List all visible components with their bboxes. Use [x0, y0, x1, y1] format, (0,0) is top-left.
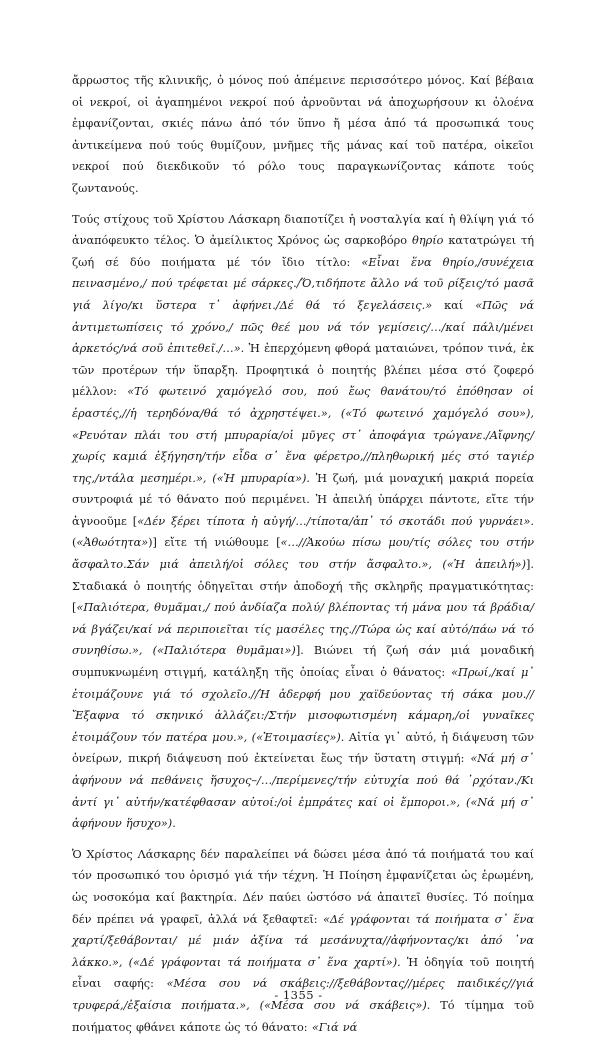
paragraph: [72, 70, 534, 200]
quoted-verse: «Δέ γράφονται τά ποιήματα σ᾿ ἕνα χαρτί/ξεθάβονται/ μέ μιάν ἀξίνα τά μεσάνυχτα//ἀφήνοντας/κι ἀπό ᾿να λάκκο.», («Δέ γράφονται τά ποιήματα σ᾿ ἕνα χαρτί»).: [72, 912, 534, 969]
quoted-verse: «Γιά νά: [311, 1020, 358, 1034]
paragraph-text: καί: [432, 298, 476, 312]
quoted-verse: «…//Ἀκούω πίσω μου/τίς σόλες του στήν ἄσφαλτο.Σάν μιά ἀπειλή/οἱ σόλες του στήν ἄσφαλτο.», («Ἡ ἀπειλή»): [72, 536, 535, 572]
paragraph-text: Ἡ ζωή, μιά μοναχική μακριά πορεία συντροφιά μέ τό θάνατο πού περιμένει. Ἡ ἀπειλή ὑπάρχει πάντοτε, εἴτε τήν ἀγνοοῦμε [: [72, 471, 535, 528]
paragraph-text: (: [72, 536, 77, 550]
paragraph-text: Ἡ ἐπερχόμενη φθορά ματαιώνει, τρόπον τινά, ἐκ τῶν προτέρων τήν ὕπαρξη. Προφητικά ὁ ποιητής βλέπει μέσα στό ζοφερό μέλλον:: [72, 342, 534, 399]
quoted-verse: «Δέν ξέρει τίποτα ἡ αὐγή/…/τίποτα/ἀπ᾿ τό σκοτάδι πού γυρνάει».: [137, 514, 535, 528]
quoted-verse: «Πῶς νά ἀντιμετωπίσεις τό χρόνο,/ πῶς θεέ μου νά τόν γεμίσεις/…/καί πάλι/μένει ἀρκετός/νά σοῦ ἐπιτεθεῖ./…».: [72, 298, 534, 356]
quoted-verse: «Μέσα σου νά σκάβεις://ξεθάβοντας//μέρες παιδικές//γιά τρυφερά,/ἐξαίσια ποιήματα.», («Μέσα σου νά σκάβεις»).: [72, 977, 534, 1012]
paragraph-text: )] εἴτε τή νιώθουμε [: [148, 536, 281, 550]
paragraph-text: ἄρρωστος τῆς κλινικῆς, ὁ μόνος πού ἀπέμεινε περισσότερο μόνος. Καί βέβαια οἱ νεκροί, οἱ ἀγαπημένοι νεκροί πού ἀρνοῦνται νά ἀποχωρήσουν κι ὁλοένα ἐμφανίζονται, σκιές πάνω ἀπό τόν ὕπνο ἤ μέσα ἀπό τά προσωπικά τους ἀντικείμενα πού τούς θυμίζουν, μνῆμες τῆς μάνας καί τοῦ πατέρα, οἰκεῖοι νεκροί πού διεκδικοῦν τό ρόλο τους παραγκωνίζοντας κάποτε τούς ζωντανούς.: [72, 74, 534, 195]
quoted-verse: «Νά μή σ᾿ ἀφήνουν νά πεθάνεις ἥσυχος–/…/περίμενες/τήν εὐτυχία πού θά ᾿ρχόταν./Κι ἀντί γι᾿ αὐτήν/κατέφθασαν αὐτοί:/οἱ ἐμπράτες καί οἱ ἔμποροι.», («Νά μή σ᾿ ἀφήνουν ἥσυχο»).: [72, 752, 534, 831]
paragraph-text: Τό τίμημα τοῦ ποιήματος φθάνει κάποτε ὡς τό θάνατο:: [72, 998, 534, 1034]
quoted-verse: «Παλιότερα, θυμᾶμαι,/ πού ἀνδίαζα πολύ/ βλέποντας τή μάνα μου τά βράδια/νά βγάζει/καί νά περιποιεῖται τίς μασέλες της.//Τώρα ὡς καί αὐτό/πάω νά τό συνηθίσω.», («Παλιότερα θυμᾶμαι»): [72, 601, 534, 658]
page-number: - 1355 -: [274, 988, 323, 1002]
quoted-verse: «Τό φωτεινό χαμόγελό σου, πού ἔως θανάτου/τό ἐπόθησαν οἱ ἐραστές,//ἡ τερηδόνα/θά τό ἀχρηστέψει.», («Τό φωτεινό χαμόγελό σου»), «Ρευόταν πλάι του στή μπυραρία/οἱ μῦγες στ᾿ ἀποφάγια τρώγανε./Αἴφνης/χωρίς καμιά ἐξήγηση/τήν εἶδα σ᾿ ἕνα φέρετρο,//πληθωρική μές στό ταγιέρ της,/ντάλα μεσημέρι.», («Ἡ μπυραρία»).: [72, 385, 534, 485]
paragraph-text: ]. Βιώνει τή ζωή σάν μιά μοναδική συμπυκνωμένη στιγμή, κατάληξη τῆς ὁποίας εἶναι ὁ θάνατος:: [72, 644, 534, 680]
quoted-verse: «Ἀθωότητα»: [76, 536, 149, 550]
paragraph-text: Αἰτία γι᾿ αὐτό, ἡ διάψευση τῶν ὀνείρων, πικρή διάψευση πού ἐκτείνεται ἔως τήν ὕστατη στιγμή:: [72, 730, 534, 766]
quoted-verse: «Πρωί,/καί μ᾿ ἑτοιμάζουνε γιά τό σχολεῖο.//Ἡ ἀδερφή μου χαϊδεύοντας τή σάκα μου.//Ἔξαφνα τό σκηνικό ἀλλάζει:/Στήν μισοφωτισμένη κάμαρη,/οἱ γυναῖκες ἑτοιμάζουν τόν πατέρα μου.», («Ἑτοιμασίες»).: [72, 666, 534, 744]
paragraph-text: Τούς στίχους τοῦ Χρίστου Λάσκαρη διαποτίζει ἡ νοσταλγία καί ἡ θλίψη γιά τό ἀναπόφευκτο τέλος. Ὁ ἀμείλικτος Χρόνος ὡς σαρκοβόρο: [72, 212, 534, 248]
body-text: [72, 70, 534, 1038]
quoted-verse: «Εἶναι ἕνα θηρίο,/συνέχεια πεινασμένο,/ πού τρέφεται μέ σάρκες./Ὅ,τιδήποτε ἄλλο νά τοῦ ρίξεις/τό μασᾶ γιά λίγο/κι ὕστερα τ᾿ ἀφήνει./Δέ θά τό ξεγελάσεις.»: [72, 255, 534, 312]
paragraph-text: Ἡ ὁδηγία τοῦ ποιητή εἶναι σαφής:: [72, 955, 535, 991]
paragraph: [72, 209, 534, 835]
paragraph-text: Ὁ Χρίστος Λάσκαρης δέν παραλείπει νά δώσει μέσα ἀπό τά ποιήματά του καί τόν προσωπικό του ὁρισμό γιά τήν τέχνη. Ἡ Ποίηση ἐμφανίζεται ὡς ἐρωμένη, ὡς νοσοκόμα καί βακτηρία. Δέν παύει ὡστόσο νά ἀπαιτεῖ θυσίες. Τό ποίημα δέν πρέπει νά γραφεῖ, ἀλλά νά ξεθαφτεῖ:: [72, 847, 534, 926]
paragraph-text: κατατρώγει τή ζωή σέ δύο ποιήματα μέ τόν ἴδιο τίτλο:: [72, 234, 534, 269]
paragraph-text: ]. Σταδιακά ὁ ποιητής ὁδηγεῖται στήν ἀποδοχή τῆς σκληρῆς πραγματικότητας: [: [72, 558, 534, 615]
quoted-verse: θηρίο: [412, 234, 444, 248]
paragraph: [72, 844, 534, 1038]
